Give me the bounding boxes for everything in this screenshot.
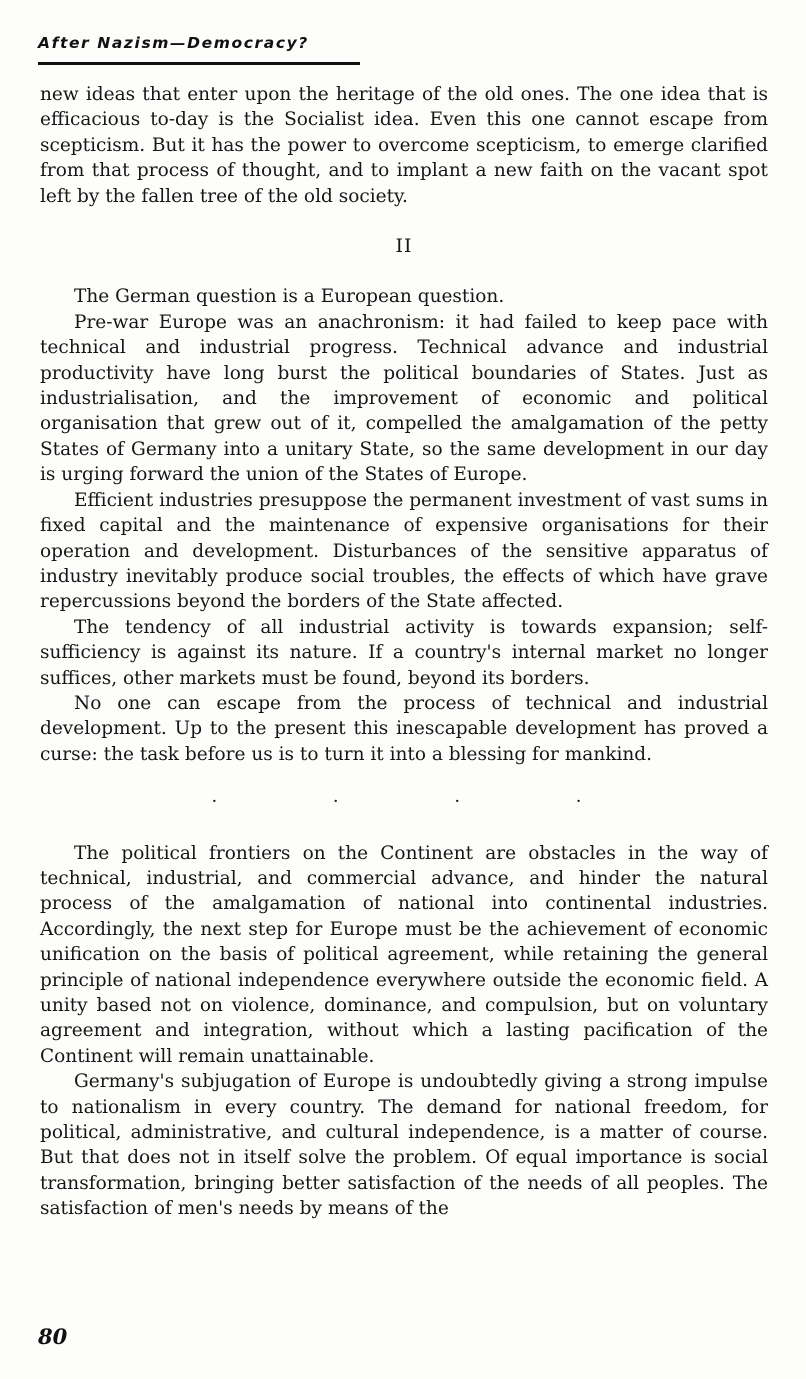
running-head-rule xyxy=(38,62,360,65)
paragraph: Pre-war Europe was an anachronism: it had failed to keep pace with technical and industrial progress. Technical advance and industrial productivity have long burst the political boundaries of States. Just as industrialisation, and the improvement of economic and political organisation that grew out of it, compelled the amalgamation of the petty States of Germany into a unitary State, so the same development in our day is urging forward the union of the States of Europe. xyxy=(40,311,768,486)
section-break-ornament: · · · · xyxy=(211,791,637,813)
body-text xyxy=(40,82,768,1222)
page-number: 80 xyxy=(38,1324,68,1349)
paragraph: The tendency of all industrial activity is towards expansion; self-sufficiency is against its nature. If a country's internal market no longer suffices, other markets must be found, beyond its borders. xyxy=(40,616,768,689)
paragraph: The German question is a European question. xyxy=(74,286,505,308)
paragraph-continued: new ideas that enter upon the heritage of the old ones. The one idea that is efficacious to-day is the Socialist idea. Even this one cannot escape from scepticism. But it has the power to overcome scepticism, to emerge clarified from that process of thought, and to implant a new faith on the vacant spot left by the fallen tree of the old society. xyxy=(40,84,768,207)
running-head: After Nazism—Democracy? xyxy=(38,34,309,52)
paragraph: No one can escape from the process of technical and industrial development. Up to the present this inescapable development has proved a curse: the task before us is to turn it into a blessing for mankind. xyxy=(40,692,768,765)
paragraph: Germany's subjugation of Europe is undoubtedly giving a strong impulse to nationalism in every country. The demand for national freedom, for political, administrative, and cultural independence, is a matter of course. But that does not in itself solve the problem. Of equal importance is social transformation, bringing better satisfaction of the needs of all peoples. The satisfaction of men's needs by means of the xyxy=(40,1071,768,1220)
paragraph: Efficient industries presuppose the permanent investment of vast sums in fixed capital and the maintenance of expensive organisations for their operation and development. Disturbances of the sensitive apparatus of industry inevitably produce social troubles, the effects of which have grave repercussions beyond the borders of the State affected. xyxy=(40,489,768,613)
section-number: II xyxy=(395,235,413,258)
paragraph: The political frontiers on the Continent are obstacles in the way of technical, industrial, and commercial advance, and hinder the natural process of the amalgamation of national into continental industries. Accordingly, the next step for Europe must be the achievement of economic unification on the basis of political agreement, while retaining the general principle of national independence everywhere outside the economic field. A unity based not on violence, dominance, and compulsion, but on voluntary agreement and integration, without which a lasting pacification of the Continent will remain unattainable. xyxy=(40,842,768,1067)
